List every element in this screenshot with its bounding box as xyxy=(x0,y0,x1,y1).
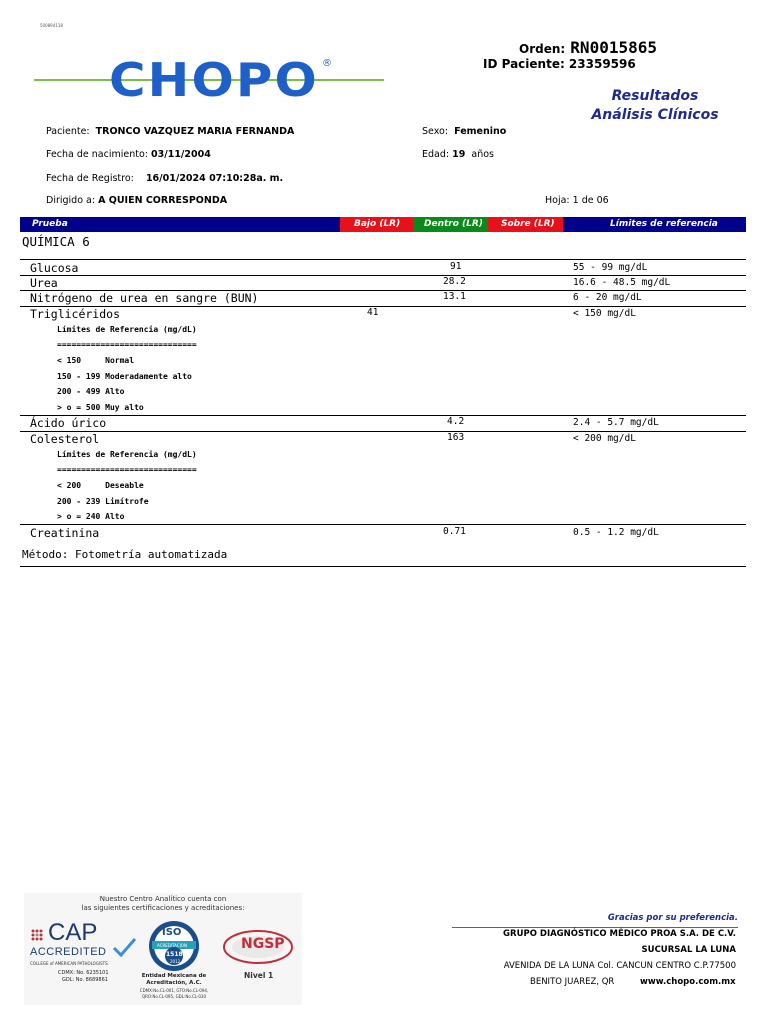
footer-divider xyxy=(452,927,738,928)
col-dentro: Dentro (LR) xyxy=(424,219,483,229)
col-note-line: 200 - 239 Limítrofe xyxy=(57,497,149,506)
chopo-logo xyxy=(34,46,394,112)
dirigido-label: Dirigido a: xyxy=(46,195,96,206)
trig-note-line: 150 - 199 Moderadamente alto xyxy=(57,372,192,381)
test-urea-name: Urea xyxy=(30,276,58,290)
footer-web-link[interactable]: www.chopo.com.mx xyxy=(640,977,736,987)
ema-line-2: Acreditación, A.C. xyxy=(146,980,202,986)
col-note-line: Límites de Referencia (mg/dL) xyxy=(57,450,197,459)
divider xyxy=(20,259,746,260)
iso-acreditacion: ACREDITACION xyxy=(157,943,187,948)
trig-note-line: < 150 Normal xyxy=(57,356,135,365)
ema-line-4: QRO:No.CL-095, GDL:No.CL-030 xyxy=(142,994,206,999)
cap-accredited: ACCREDITED xyxy=(30,946,107,958)
age-unit: años xyxy=(471,149,495,160)
dirigido-row xyxy=(46,195,227,206)
checkmark-icon xyxy=(112,937,136,957)
test-urea-value: 28.2 xyxy=(443,276,466,287)
divider xyxy=(20,524,746,525)
age-value: 19 xyxy=(452,149,466,160)
certs-intro-2: las siguientes certificaciones y acreditaciones: xyxy=(81,904,245,912)
test-col-value: 163 xyxy=(447,432,465,443)
test-col-name: Colesterol xyxy=(30,432,100,446)
test-col-ref: < 200 mg/dL xyxy=(573,433,636,444)
dob-label: Fecha de nacimiento: xyxy=(46,149,148,160)
sex-row xyxy=(422,126,506,137)
footer-gracias: Gracias por su preferencia. xyxy=(607,913,738,923)
dirigido-value: A QUIEN CORRESPONDA xyxy=(98,195,228,206)
ema-line-3: CDMX:No.CL-001, GTO:No.CL-094, xyxy=(139,988,209,993)
test-trig-name: Triglicéridos xyxy=(30,307,121,321)
patient-name-row xyxy=(46,126,294,137)
dob-value: 03/11/2004 xyxy=(151,149,211,160)
orden-label: Orden: xyxy=(519,42,566,56)
trig-note-line: 200 - 499 Alto xyxy=(57,387,125,396)
test-creat-name: Creatinina xyxy=(30,526,100,540)
cap-logo: CAP xyxy=(48,919,98,946)
cap-subtitle: COLLEGE of AMERICAN PATHOLOGISTS xyxy=(30,961,108,966)
col-note-line: ============================= xyxy=(57,465,197,474)
patient-name-label: Paciente: xyxy=(46,126,90,137)
ema-line-1: Entidad Mexicana de xyxy=(141,973,207,979)
certifications-panel xyxy=(24,893,302,1005)
footer-sucursal: SUCURSAL LA LUNA xyxy=(641,945,736,955)
col-note-line: > o = 240 Alto xyxy=(57,512,125,521)
test-acido-name: Ácido úrico xyxy=(30,416,107,430)
test-trig-ref: < 150 mg/dL xyxy=(573,308,636,319)
test-acido-ref: 2.4 - 5.7 mg/dL xyxy=(573,417,659,428)
age-label: Edad: xyxy=(422,149,450,160)
patient-name-value: TRONCO VAZQUEZ MARIA FERNANDA xyxy=(95,126,295,137)
trig-note-line: Límites de Referencia (mg/dL) xyxy=(57,325,197,334)
title-resultados: Resultados xyxy=(611,88,699,104)
registro-label: Fecha de Registro: xyxy=(46,173,134,184)
col-limites: Límites de referencia xyxy=(610,219,718,229)
registered-mark: ® xyxy=(322,58,332,69)
logo-wordmark: CHOPO xyxy=(109,53,319,107)
certs-intro-1: Nuestro Centro Analítico cuenta con xyxy=(99,895,227,903)
trig-note-line: ============================= xyxy=(57,340,197,349)
cap-number-1: CDMX: No. 6235101 xyxy=(58,970,109,976)
iso-number: 15189 xyxy=(166,951,187,958)
test-urea-ref: 16.6 - 48.5 mg/dL xyxy=(573,277,671,288)
test-creat-ref: 0.5 - 1.2 mg/dL xyxy=(573,527,659,538)
cap-number-2: GDL: No. 8689861 xyxy=(62,977,108,983)
section-title: QUÍMICA 6 xyxy=(22,234,90,249)
footer-grupo: GRUPO DIAGNÓSTICO MÉDICO PROA S.A. DE C.V. xyxy=(503,929,736,939)
test-glucosa-name: Glucosa xyxy=(30,261,79,275)
age-row xyxy=(422,149,494,160)
sex-label: Sexo: xyxy=(422,126,449,137)
test-glucosa-ref: 55 - 99 mg/dL xyxy=(573,262,648,273)
ngsp-nivel: Nivel 1 xyxy=(244,971,274,980)
cap-dots-icon xyxy=(30,927,44,941)
registro-row xyxy=(46,173,283,184)
order-line xyxy=(519,38,657,57)
document-code: 500894118 xyxy=(40,23,63,28)
results-header xyxy=(20,217,746,232)
footer-city: BENITO JUAREZ, QR xyxy=(530,977,615,987)
divider xyxy=(20,415,746,416)
metodo: Método: Fotometría automatizada xyxy=(22,548,228,561)
test-creat-value: 0.71 xyxy=(443,526,466,537)
test-bun-name: Nitrógeno de urea en sangre (BUN) xyxy=(30,291,259,305)
title-analisis: Análisis Clínicos xyxy=(591,107,719,123)
trig-note-line: > o = 500 Muy alto xyxy=(57,403,144,412)
id-paciente: ID Paciente: 23359596 xyxy=(483,57,636,71)
test-glucosa-value: 91 xyxy=(450,261,462,272)
test-trig-value: 41 xyxy=(367,307,379,318)
iso-text: ISO xyxy=(162,927,182,938)
divider xyxy=(20,306,746,307)
col-sobre: Sobre (LR) xyxy=(501,219,555,229)
footer-address: AVENIDA DE LA LUNA Col. CANCUN CENTRO C.P.77500 xyxy=(503,961,736,971)
col-note-line: < 200 Deseable xyxy=(57,481,144,490)
iso-year: 2012 xyxy=(170,959,181,964)
hoja: Hoja: 1 de 06 xyxy=(545,195,609,206)
divider xyxy=(20,275,746,276)
test-bun-value: 13.1 xyxy=(443,291,466,302)
test-acido-value: 4.2 xyxy=(447,416,465,427)
col-bajo: Bajo (LR) xyxy=(354,219,401,229)
orden-value: RN0015865 xyxy=(570,38,657,57)
col-prueba: Prueba xyxy=(32,219,68,229)
registro-value: 16/01/2024 07:10:28a. m. xyxy=(145,173,284,184)
sex-value: Femenino xyxy=(454,126,507,137)
divider xyxy=(20,566,746,567)
divider xyxy=(20,431,746,432)
dob-row xyxy=(46,149,211,160)
ngsp-text: NGSP xyxy=(241,936,285,952)
test-bun-ref: 6 - 20 mg/dL xyxy=(573,292,642,303)
